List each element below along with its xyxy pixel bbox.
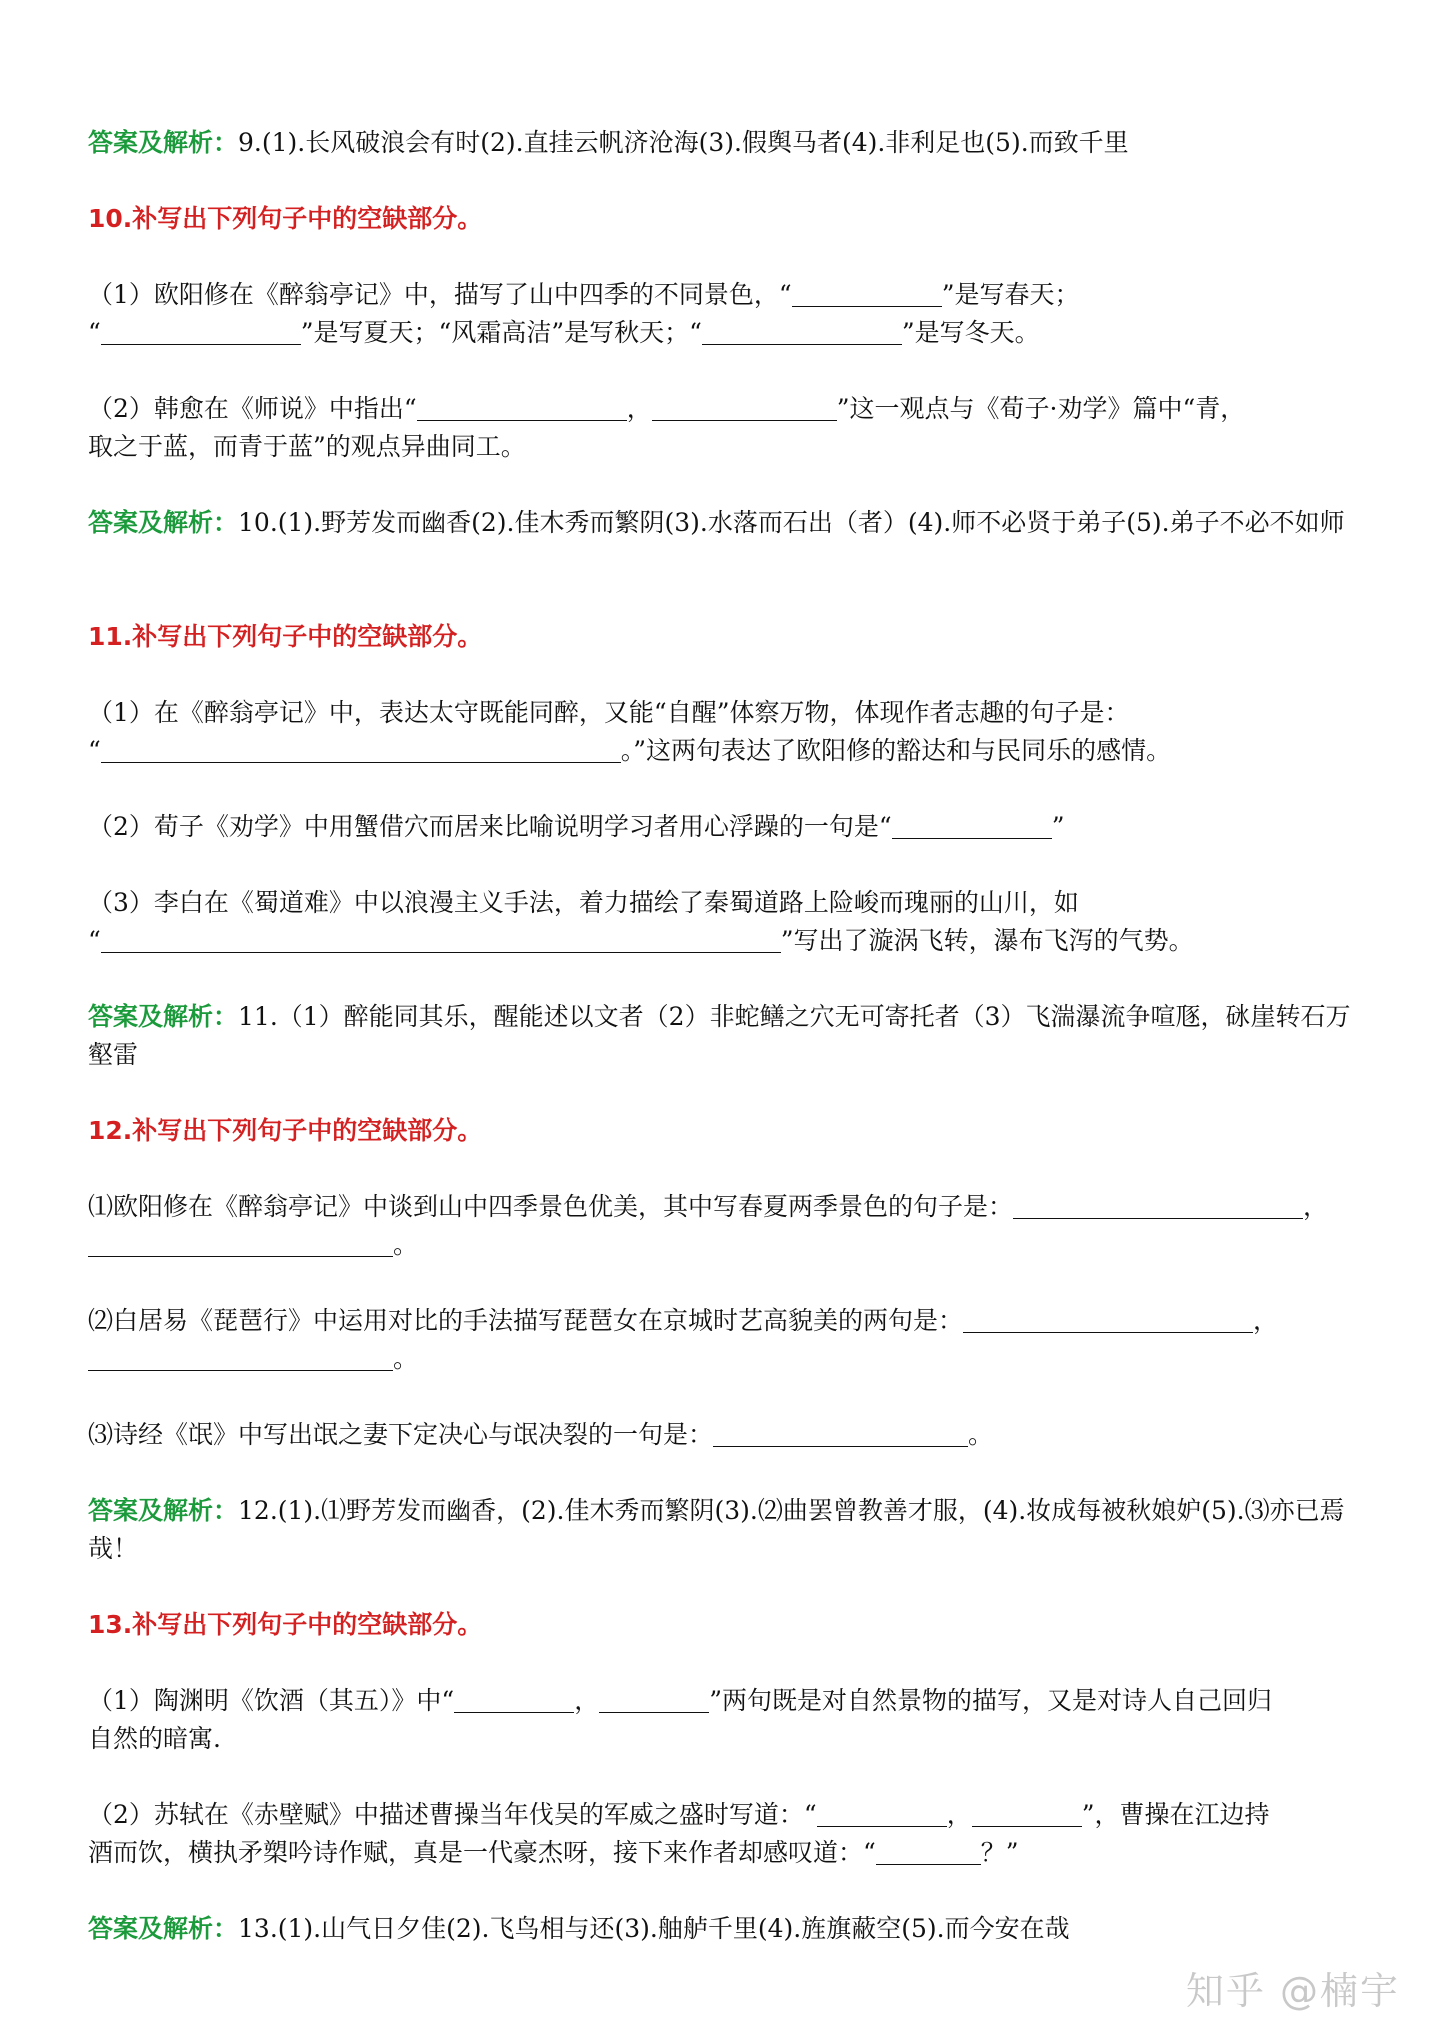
- text: ⑴欧阳修在《醉翁亭记》中谈到山中四季景色优美，其中写春夏两季景色的句子是：: [88, 1192, 1014, 1221]
- fill-blank[interactable]: [599, 1684, 709, 1713]
- question-11-part-3: [88, 884, 1358, 960]
- fill-blank[interactable]: [417, 392, 627, 421]
- text: 取之于蓝，而青于蓝”的观点异曲同工。: [88, 432, 526, 461]
- text: （2）韩愈在《师说》中指出“: [88, 394, 417, 423]
- text: （2）苏轼在《赤壁赋》中描述曹操当年伐吴的军威之盛时写道：“: [88, 1800, 817, 1829]
- question-12-part-3: [88, 1416, 1358, 1454]
- text: （2）荀子《劝学》中用蟹借穴而居来比喻说明学习者用心浮躁的一句是“: [88, 812, 892, 841]
- text: 。: [393, 1230, 419, 1259]
- fill-blank[interactable]: [892, 810, 1052, 839]
- text: ”是写冬天。: [901, 318, 1040, 347]
- fill-blank[interactable]: [1013, 1190, 1303, 1219]
- text: “: [88, 318, 101, 347]
- text: ，: [946, 1800, 972, 1829]
- fill-blank[interactable]: [876, 1836, 981, 1865]
- text: （1）在《醉翁亭记》中，表达太守既能同醉，又能“自醒”体察万物，体现作者志趣的句子是：: [88, 698, 1130, 727]
- text: （1）欧阳修在《醉翁亭记》中，描写了山中四季的不同景色，“: [88, 280, 792, 309]
- text: ⑵白居易《琵琶行》中运用对比的手法描写琵琶女在京城时艺高貌美的两句是：: [88, 1306, 964, 1335]
- answer-label: 答案及解析：: [88, 128, 239, 157]
- answer-text: 12.(1).⑴野芳发而幽香，(2).佳木秀而繁阴(3).⑵曲罢曾教善才服，(4).妆成每被秋娘妒(5).⑶亦已焉哉！: [88, 1496, 1345, 1563]
- text: （1）陶渊明《饮酒（其五）》中“: [88, 1686, 455, 1715]
- text: 。: [968, 1420, 994, 1449]
- text: ，: [574, 1686, 600, 1715]
- text: 。”这两句表达了欧阳修的豁达和与民同乐的感情。: [620, 736, 1172, 765]
- answer-label: 答案及解析：: [88, 1496, 239, 1525]
- question-10-part-1: [88, 276, 1358, 352]
- fill-blank[interactable]: [454, 1684, 574, 1713]
- fill-blank[interactable]: [713, 1418, 968, 1447]
- text: ？”: [980, 1838, 1019, 1867]
- fill-blank[interactable]: [972, 1798, 1082, 1827]
- fill-blank[interactable]: [817, 1798, 947, 1827]
- answer-text: 13.(1).山气日夕佳(2).飞鸟相与还(3).舳舻千里(4).旌旗蔽空(5).而今安在哉: [238, 1914, 1070, 1943]
- fill-blank[interactable]: [101, 924, 781, 953]
- zhihu-watermark: 知乎 @楠宇: [1185, 1969, 1400, 2013]
- question-12-title: 12.补写出下列句子中的空缺部分。: [88, 1116, 483, 1145]
- answer-10: [88, 504, 1358, 542]
- text: ，: [1253, 1306, 1279, 1335]
- text: ⑶诗经《氓》中写出氓之妻下定决心与氓决裂的一句是：: [88, 1420, 714, 1449]
- answer-text: 9.(1).长风破浪会有时(2).直挂云帆济沧海(3).假舆马者(4).非利足也(5).而致千里: [238, 128, 1129, 157]
- answer-text: 11.（1）醉能同其乐，醒能述以文者（2）非蛇鳝之穴无可寄托者（3）飞湍瀑流争喧豗，砯崖转石万壑雷: [88, 1002, 1351, 1069]
- fill-blank[interactable]: [702, 316, 902, 345]
- text: ”两句既是对自然景物的描写，又是对诗人自己回归: [709, 1686, 1273, 1715]
- fill-blank[interactable]: [963, 1304, 1253, 1333]
- question-10-title: 10.补写出下列句子中的空缺部分。: [88, 204, 483, 233]
- text: 酒而饮，横执矛槊吟诗作赋，真是一代豪杰呀，接下来作者却感叹道：“: [88, 1838, 876, 1867]
- question-11-title: 11.补写出下列句子中的空缺部分。: [88, 622, 483, 651]
- text: ”，曹操在江边持: [1081, 1800, 1270, 1829]
- text: 自然的暗寓.: [88, 1724, 221, 1753]
- fill-blank[interactable]: [101, 734, 621, 763]
- text: “: [88, 926, 101, 955]
- answer-12: [88, 1492, 1358, 1568]
- question-12-part-1: [88, 1188, 1358, 1264]
- question-11-part-2: [88, 808, 1358, 846]
- text: ”写出了漩涡飞转，瀑布飞泻的气势。: [780, 926, 1194, 955]
- question-12-part-2: [88, 1302, 1358, 1378]
- text: 。: [393, 1344, 419, 1373]
- question-13-title: 13.补写出下列句子中的空缺部分。: [88, 1610, 483, 1639]
- fill-blank[interactable]: [88, 1228, 393, 1257]
- answer-13: [88, 1910, 1358, 1948]
- answer-label: 答案及解析：: [88, 1002, 239, 1031]
- answer-label: 答案及解析：: [88, 508, 239, 537]
- fill-blank[interactable]: [792, 278, 942, 307]
- question-10-part-2: [88, 390, 1358, 466]
- answer-11: [88, 998, 1358, 1074]
- text: “: [88, 736, 101, 765]
- fill-blank[interactable]: [101, 316, 301, 345]
- answer-label: 答案及解析：: [88, 1914, 239, 1943]
- text: ”是写夏天；“风霜高洁”是写秋天；“: [300, 318, 702, 347]
- answer-text: 10.(1).野芳发而幽香(2).佳木秀而繁阴(3).水落而石出（者）(4).师不必贤于弟子(5).弟子不必不如师: [238, 508, 1345, 537]
- fill-blank[interactable]: [652, 392, 837, 421]
- question-13-part-2: [88, 1796, 1358, 1872]
- answer-9: [88, 124, 1358, 162]
- question-11-part-1: [88, 694, 1358, 770]
- text: ，: [626, 394, 652, 423]
- fill-blank[interactable]: [88, 1342, 393, 1371]
- text: ”这一观点与《荀子·劝学》篇中“青，: [836, 394, 1246, 423]
- text: ”: [1051, 812, 1065, 841]
- text: ，: [1303, 1192, 1329, 1221]
- question-13-part-1: [88, 1682, 1358, 1758]
- text: ”是写春天；: [941, 280, 1080, 309]
- text: （3）李白在《蜀道难》中以浪漫主义手法，着力描绘了秦蜀道路上险峻而瑰丽的山川，如: [88, 888, 1079, 917]
